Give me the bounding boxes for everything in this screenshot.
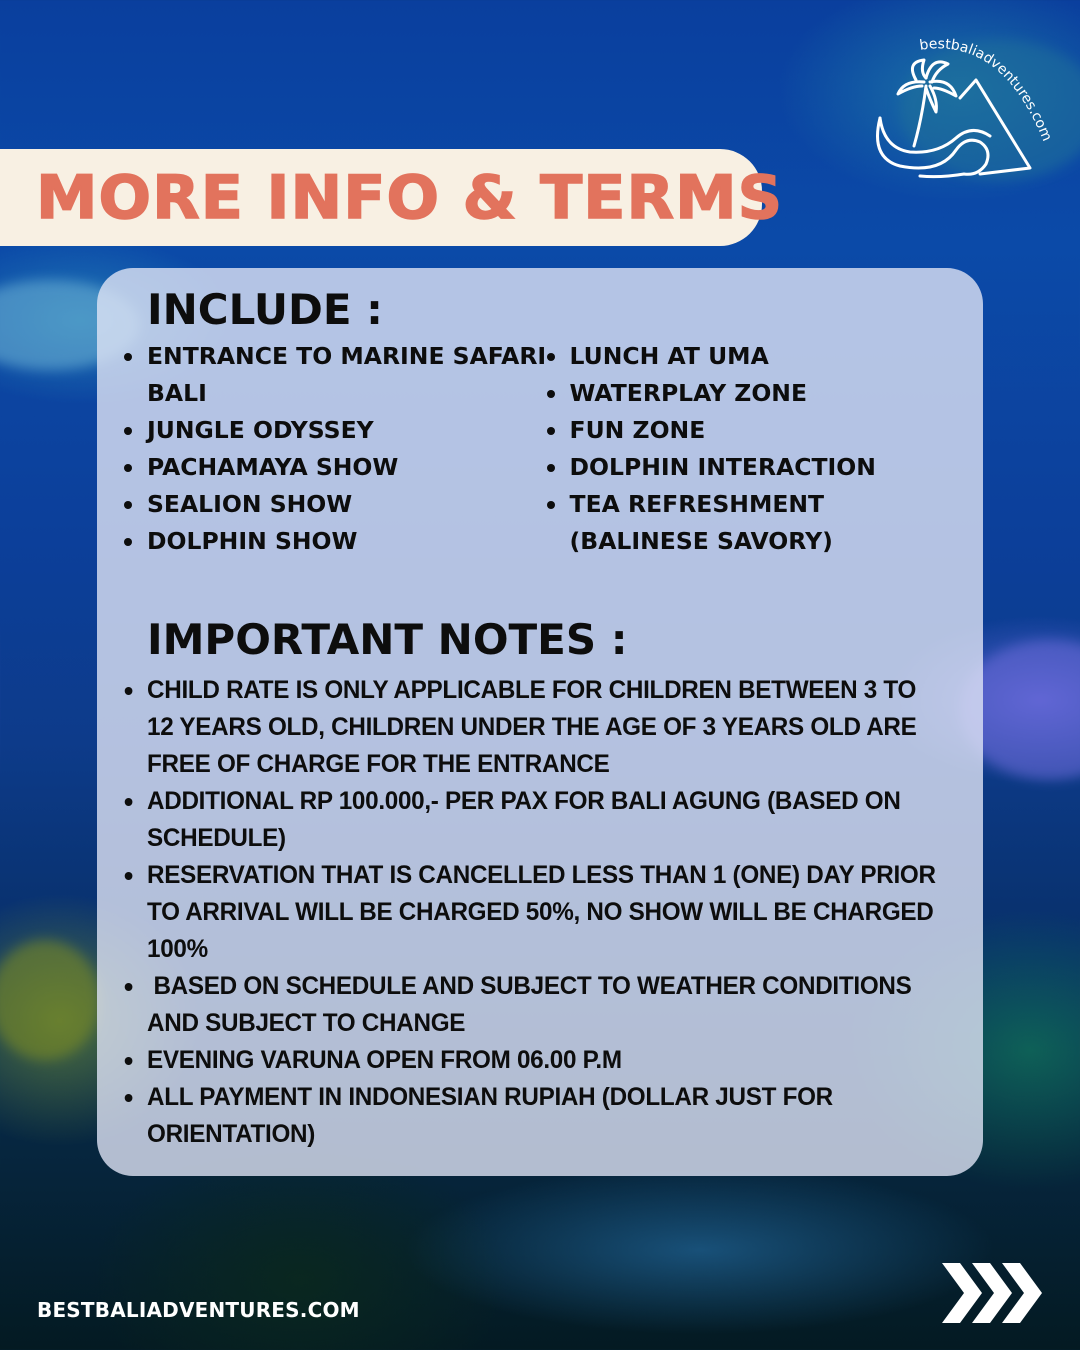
title-banner bbox=[0, 149, 784, 246]
include-item: DOLPHIN INTERACTION bbox=[570, 449, 959, 486]
include-item: PACHAMAYA SHOW bbox=[147, 449, 570, 486]
include-list-left bbox=[147, 338, 570, 560]
next-slide-button[interactable] bbox=[942, 1263, 1050, 1323]
note-item: BASED ON SCHEDULE AND SUBJECT TO WEATHER CONDITIONS AND SUBJECT TO CHANGE bbox=[147, 968, 942, 1042]
brand-logo bbox=[860, 28, 1060, 188]
include-item: ENTRANCE TO MARINE SAFARI BALI bbox=[147, 338, 570, 412]
note-item: RESERVATION THAT IS CANCELLED LESS THAN 1 (ONE) DAY PRIOR TO ARRIVAL WILL BE CHARGED 50%, NO SHOW WILL BE CHARGED 100% bbox=[147, 857, 942, 968]
include-item: FUN ZONE bbox=[570, 412, 959, 449]
info-card bbox=[97, 268, 983, 1176]
include-item: DOLPHIN SHOW bbox=[147, 523, 570, 560]
include-list-right bbox=[570, 338, 959, 560]
include-item: SEALION SHOW bbox=[147, 486, 570, 523]
notes-heading: IMPORTANT NOTES : bbox=[147, 615, 628, 664]
include-heading: INCLUDE : bbox=[147, 285, 383, 334]
note-item: CHILD RATE IS ONLY APPLICABLE FOR CHILDREN BETWEEN 3 TO 12 YEARS OLD, CHILDREN UNDER THE AGE OF 3 YEARS OLD ARE FREE OF CHARGE FOR THE ENTRANCE bbox=[147, 672, 942, 783]
svg-text:bestbaliadventures.com: bestbaliadventures.com bbox=[918, 36, 1055, 144]
include-item: LUNCH AT UMA bbox=[570, 338, 959, 375]
include-list bbox=[147, 338, 959, 560]
note-item: EVENING VARUNA OPEN FROM 06.00 P.M bbox=[147, 1042, 942, 1079]
background-coral-decoration bbox=[0, 940, 100, 1060]
note-item: ADDITIONAL RP 100.000,- PER PAX FOR BALI AGUNG (BASED ON SCHEDULE) bbox=[147, 783, 942, 857]
triple-chevron-right-icon bbox=[942, 1263, 1050, 1323]
include-item: JUNGLE ODYSSEY bbox=[147, 412, 570, 449]
note-item: ALL PAYMENT IN INDONESIAN RUPIAH (DOLLAR JUST FOR ORIENTATION) bbox=[147, 1079, 942, 1153]
notes-list bbox=[147, 672, 959, 1153]
page-title: MORE INFO & TERMS bbox=[36, 162, 784, 233]
palm-mountain-wave-logo-icon bbox=[860, 28, 1060, 188]
include-item: WATERPLAY ZONE bbox=[570, 375, 959, 412]
footer-website-link[interactable]: BESTBALIADVENTURES.COM bbox=[37, 1298, 360, 1322]
include-item: TEA REFRESHMENT (BALINESE SAVORY) bbox=[570, 486, 959, 560]
